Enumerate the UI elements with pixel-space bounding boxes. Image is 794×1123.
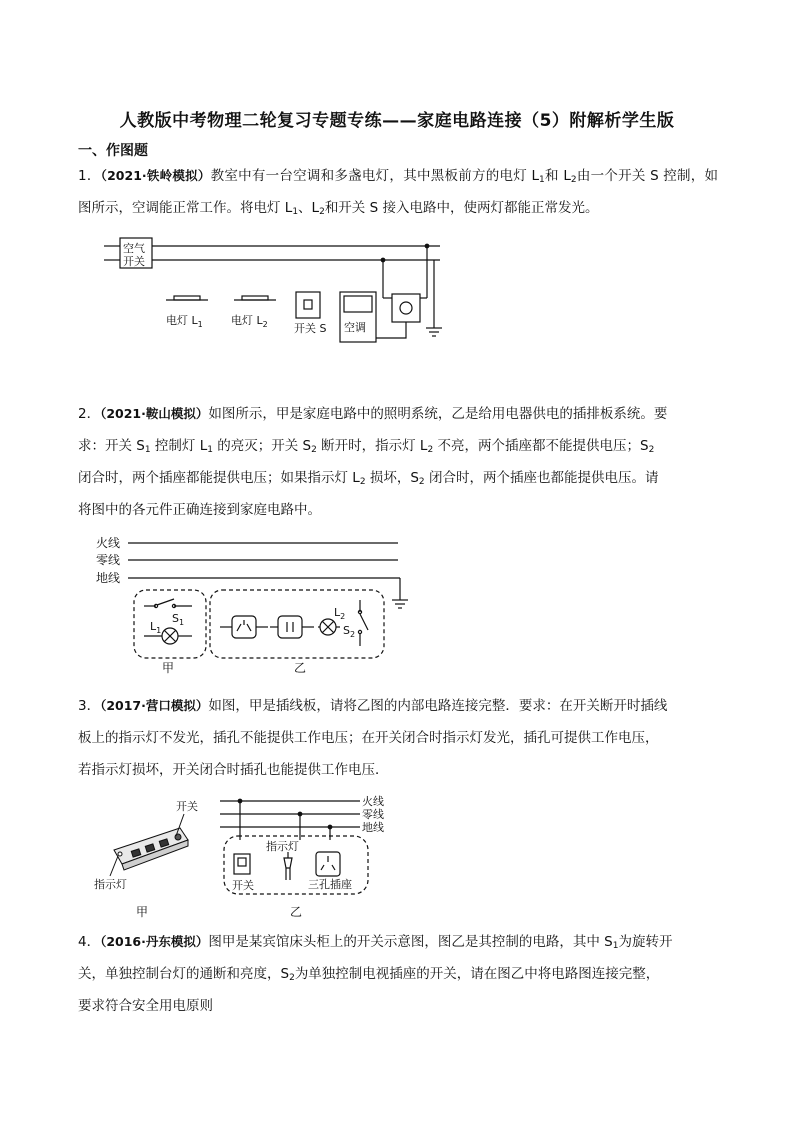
label-yi-3: 乙 <box>290 905 303 919</box>
power-strip-indicator-label: 指示灯 <box>94 878 127 891</box>
ac-label: 空调 <box>344 321 366 334</box>
question-number: 1． <box>78 168 101 184</box>
breaker-label-top: 空气 <box>123 242 145 255</box>
ac-socket <box>392 294 420 322</box>
power-strip-switch-label: 开关 <box>176 800 198 813</box>
question-4: 4．（2016·丹东模拟）图甲是某宾馆床头柜上的开关示意图，图乙是其控制的电路，其中 $S_1$为旋转开 关，单独控制台灯的通断和亮度，$S_2$为单独控制电视插座的开关，请在图乙中将电路图连接完整， 要求符合安全用电原则 <box>78 934 673 1014</box>
switch-label: 开关 S <box>294 322 327 335</box>
l2-label: $L_2$ <box>334 606 346 621</box>
switch-box <box>234 854 250 874</box>
l1-label: $L_1$ <box>150 620 162 635</box>
socket-label: 三孔插座 <box>308 878 352 891</box>
label-jia-3: 甲 <box>136 905 149 919</box>
s2-label: $S_2$ <box>343 624 356 639</box>
neutral-wire-label: 零线 <box>96 553 121 567</box>
three-hole-socket <box>316 852 340 876</box>
socket-three-hole <box>232 616 256 638</box>
label-yi: 乙 <box>294 661 307 675</box>
neutral-wire-label-3: 零线 <box>362 808 384 821</box>
figure-1-circuit <box>96 232 456 350</box>
air-conditioner <box>340 292 376 342</box>
question-2: 2．（2021·鞍山模拟）如图所示，甲是家庭电路中的照明系统，乙是给用电器供电的插排板系统。要 求：开关 $S_1$ 控制灯 $L_1$ 的亮灭；开关 $S_2$ 断开时，指示灯 $L_2$ 不亮，两个插座都不能提供电压；$S_2$ 闭合时，两个插座都能提供电压；如果指示灯 $L_2$ 损坏，$S_2$ 闭合时，两个插座也都能提供电压。请 将图中的各元件正确连接到家庭电路中。 <box>78 406 668 518</box>
switch-s-box <box>296 292 320 318</box>
switch-label-3: 开关 <box>232 879 254 892</box>
question-1: 1．（2021·铁岭模拟）教室中有一台空调和多盏电灯，其中黑板前方的电灯 $L_1$和 $L_2$由一个开关 S 控制，如图所示，空调能正常工作。将电灯 $L_1$、$L_2$和开关 S 接入电路中，使两灯都能正常发光。 <box>78 168 719 217</box>
question-3: 3．（2017·营口模拟）如图，甲是插线板，请将乙图的内部电路连接完整．要求：在开关断开时插线 板上的指示灯不发光，插孔不能提供工作电压；在开关闭合时指示灯发光，插孔可提供工作电压， 若指示灯损坏，开关闭合时插孔也能提供工作电压． <box>78 698 668 778</box>
figure-2-circuit <box>92 530 422 678</box>
section-heading: 一、作图题 <box>78 143 148 159</box>
live-wire-label: 火线 <box>96 536 121 550</box>
lamp2-label: 电灯 $L_2$ <box>231 314 268 329</box>
figure-3-power-strip <box>92 792 212 922</box>
indicator-label: 指示灯 <box>266 840 299 853</box>
breaker-label-bottom: 开关 <box>123 255 145 268</box>
lamp1-label: 电灯 $L_1$ <box>166 314 203 329</box>
ground-wire-label: 地线 <box>96 571 121 585</box>
socket-two-hole <box>278 616 302 638</box>
live-wire-label-3: 火线 <box>362 795 384 808</box>
question-source: （2021·铁岭模拟） <box>100 168 211 183</box>
s1-label: $S_1$ <box>172 612 185 627</box>
label-jia: 甲 <box>162 661 175 675</box>
page-title: 人教版中考物理二轮复习专题专练——家庭电路连接（5）附解析学生版 <box>119 111 675 131</box>
box-yi <box>210 590 384 658</box>
figure-3-circuit <box>212 792 392 922</box>
ground-wire-label-3: 地线 <box>362 821 384 834</box>
